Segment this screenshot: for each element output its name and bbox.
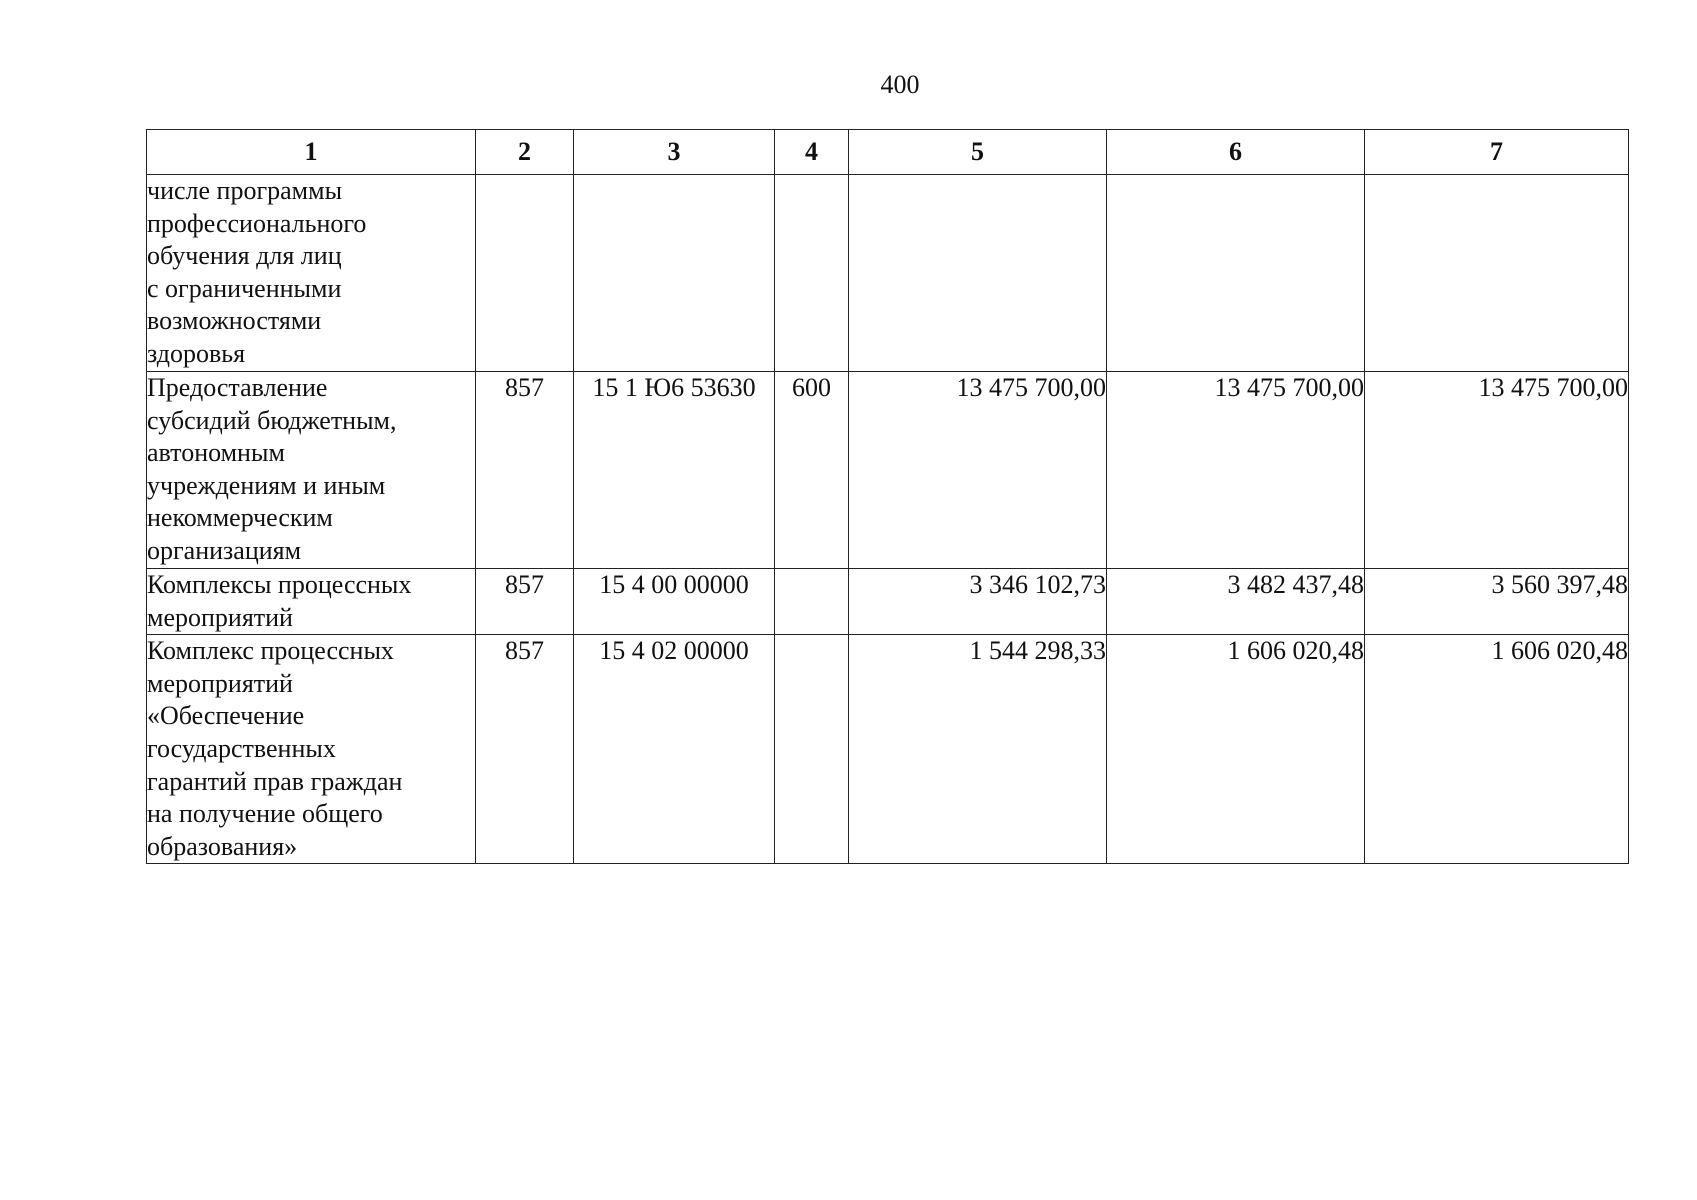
row-name-cell: Комплекс процессных мероприятий «Обеспечение государственных гарантий прав граждан на получение общего образования» (147, 635, 476, 864)
table-row (147, 635, 1629, 864)
target-article-cell: 15 1 Ю6 53630 (574, 372, 775, 569)
amount-cell-7: 3 560 397,48 (1365, 569, 1629, 635)
amount-cell-5: 3 346 102,73 (849, 569, 1107, 635)
row-name-cell: Комплексы процессных мероприятий (147, 569, 476, 635)
column-header: 6 (1107, 130, 1365, 175)
amount-cell-7: 13 475 700,00 (1365, 372, 1629, 569)
grbs-code-cell: 857 (476, 569, 574, 635)
table-row (147, 372, 1629, 569)
grbs-code-cell: 857 (476, 635, 574, 864)
grbs-code-cell: 857 (476, 372, 574, 569)
table-row (147, 175, 1629, 372)
target-article-cell: 15 4 00 00000 (574, 569, 775, 635)
amount-cell-7: 1 606 020,48 (1365, 635, 1629, 864)
row-name-cell: Предоставление субсидий бюджетным, автономным учреждениям и иным некоммерческим организациям (147, 372, 476, 569)
budget-table (146, 129, 1629, 864)
expense-type-cell (775, 569, 849, 635)
table-header-row (147, 130, 1629, 175)
table-row (147, 569, 1629, 635)
amount-cell-5: 13 475 700,00 (849, 372, 1107, 569)
expense-type-cell: 600 (775, 372, 849, 569)
expense-type-cell (775, 635, 849, 864)
row-name-cell: числе программы профессионального обучения для лиц с ограниченными возможностями здоровья (147, 175, 476, 372)
column-header: 7 (1365, 130, 1629, 175)
amount-cell-6: 13 475 700,00 (1107, 372, 1365, 569)
target-article-cell (574, 175, 775, 372)
amount-cell-6: 3 482 437,48 (1107, 569, 1365, 635)
column-header: 2 (476, 130, 574, 175)
amount-cell-6: 1 606 020,48 (1107, 635, 1365, 864)
column-header: 4 (775, 130, 849, 175)
amount-cell-5 (849, 175, 1107, 372)
grbs-code-cell (476, 175, 574, 372)
amount-cell-6 (1107, 175, 1365, 372)
expense-type-cell (775, 175, 849, 372)
page-number: 400 (880, 70, 920, 99)
target-article-cell: 15 4 02 00000 (574, 635, 775, 864)
amount-cell-5: 1 544 298,33 (849, 635, 1107, 864)
column-header: 5 (849, 130, 1107, 175)
column-header: 3 (574, 130, 775, 175)
column-header: 1 (147, 130, 476, 175)
amount-cell-7 (1365, 175, 1629, 372)
